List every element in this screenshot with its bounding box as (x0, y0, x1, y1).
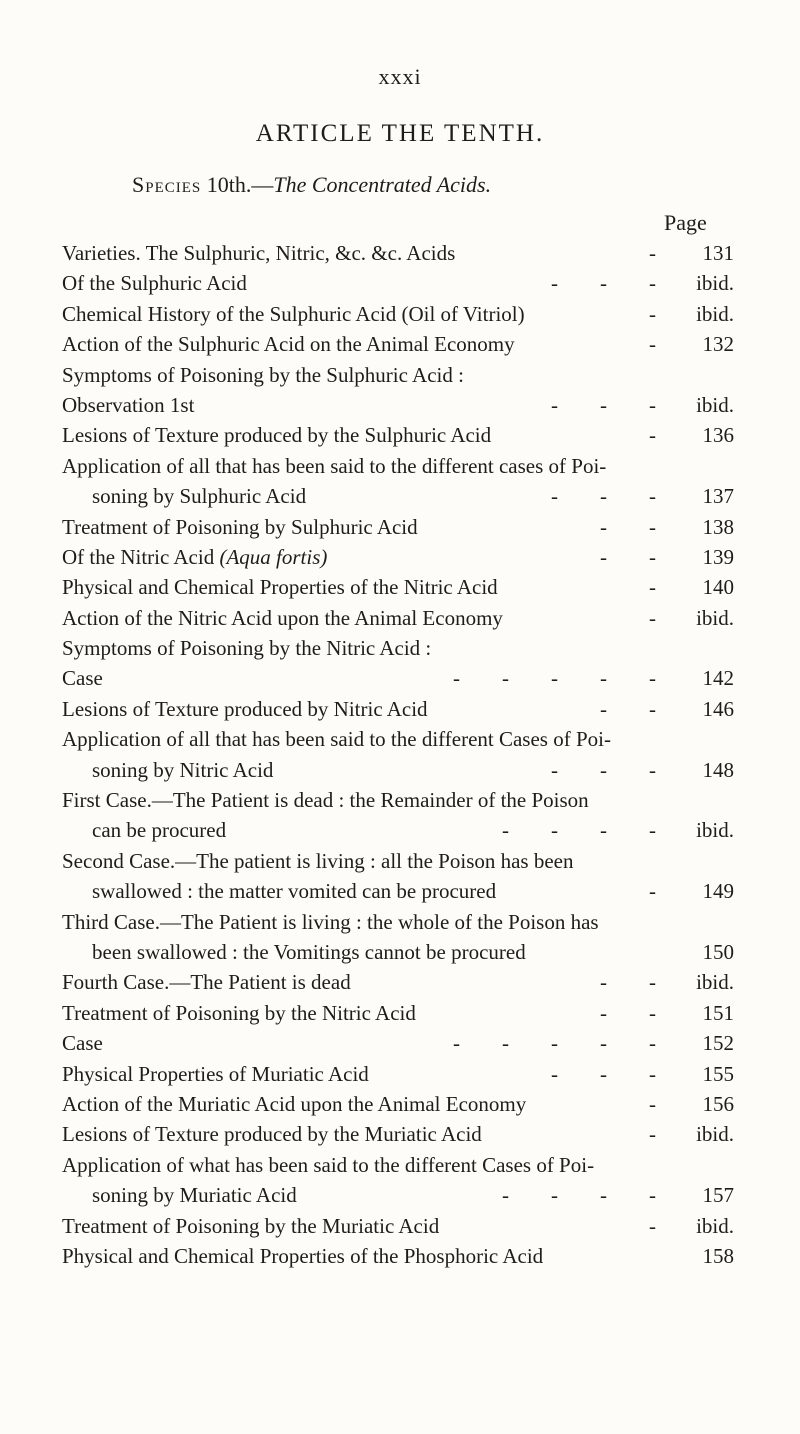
entry-text: can be procured (92, 818, 227, 843)
entry-leaders: - - (600, 970, 656, 995)
entry-text: Treatment of Poisoning by the Muriatic Acid (62, 1213, 440, 1238)
entry-leaders: - - (600, 544, 656, 569)
toc-entry (62, 998, 734, 1028)
entry-text: Lesions of Texture produced by Nitric Acid (62, 696, 428, 721)
entry-leaders: - - - (551, 484, 656, 509)
entry-page: 137 (702, 484, 734, 509)
toc-entry (62, 299, 734, 329)
entry-page: 148 (702, 757, 734, 782)
entry-leaders: - - - (551, 392, 656, 417)
entry-text: Physical and Chemical Properties of the Nitric Acid (62, 575, 498, 600)
entry-leaders: - - - - - (453, 666, 656, 691)
species-title: The Concentrated Acids. (273, 172, 492, 197)
entry-page: 158 (702, 1243, 734, 1268)
toc-entry (62, 694, 734, 724)
entry-leaders: - - - (551, 757, 656, 782)
entry-text: swallowed : the matter vomited can be procured (92, 879, 497, 904)
entry-text: Of the Sulphuric Acid (62, 271, 247, 296)
entry-page: ibid. (696, 392, 734, 417)
entry-text: First Case.—The Patient is dead : the Remainder of the Poison (62, 788, 589, 813)
species-number: 10th.— (201, 172, 274, 197)
toc-entry (62, 1119, 734, 1149)
entry-text: Action of the Muriatic Acid upon the Animal Economy (62, 1091, 527, 1116)
article-title: ARTICLE THE TENTH. (255, 120, 545, 147)
toc-entry (62, 420, 734, 450)
toc-entry (62, 329, 734, 359)
entry-leaders: - - (600, 514, 656, 539)
entry-text: Lesions of Texture produced by the Muriatic Acid (62, 1122, 482, 1147)
toc-entry (62, 937, 734, 967)
entry-text: Physical Properties of Muriatic Acid (62, 1061, 369, 1086)
toc-entry (62, 876, 734, 906)
table-of-contents (62, 238, 734, 1271)
entry-text: Observation 1st (62, 392, 195, 417)
entry-text: Action of the Sulphuric Acid on the Animal Economy (62, 332, 515, 357)
entry-page: 155 (702, 1061, 734, 1086)
page-column-heading: Page (664, 210, 707, 235)
entry-leaders: - (649, 332, 656, 357)
entry-leaders: - (649, 605, 656, 630)
entry-leaders: - - - (551, 1061, 656, 1086)
toc-entry (62, 542, 734, 572)
entry-page: 146 (702, 696, 734, 721)
entry-text: Application of all that has been said to the different Cases of Poi- (62, 727, 611, 752)
entry-text: Action of the Nitric Acid upon the Animal Economy (62, 605, 503, 630)
entry-text: soning by Nitric Acid (92, 757, 274, 782)
entry-page: ibid. (696, 605, 734, 630)
toc-entry (62, 785, 734, 815)
toc-entry (62, 755, 734, 785)
entry-page: ibid. (696, 970, 734, 995)
entry-leaders: - - - (551, 271, 656, 296)
toc-entry (62, 603, 734, 633)
entry-text: Symptoms of Poisoning by the Sulphuric Acid : (62, 362, 464, 387)
toc-entry (62, 268, 734, 298)
entry-italic-text: (Aqua fortis) (219, 544, 328, 569)
entry-text: Fourth Case.—The Patient is dead (62, 970, 351, 995)
entry-page: ibid. (696, 301, 734, 326)
entry-page: ibid. (696, 818, 734, 843)
toc-entry (62, 907, 734, 937)
entry-page: 132 (702, 332, 734, 357)
toc-entry (62, 846, 734, 876)
toc-entry (62, 1059, 734, 1089)
entry-page: 152 (702, 1031, 734, 1056)
entry-page: 149 (702, 879, 734, 904)
entry-text: Varieties. The Sulphuric, Nitric, &c. &c. Acids (62, 241, 456, 265)
toc-entry (62, 1211, 734, 1241)
toc-entry (62, 390, 734, 420)
entry-leaders: - - (600, 696, 656, 721)
entry-leaders: - - - - - (453, 1031, 656, 1056)
species-heading (132, 172, 491, 198)
entry-page: 150 (702, 939, 734, 964)
entry-page: 156 (702, 1091, 734, 1116)
toc-entry (62, 512, 734, 542)
entry-leaders: - (649, 1122, 656, 1147)
entry-leaders: - - - - (502, 1183, 656, 1208)
entry-page: 151 (702, 1000, 734, 1025)
entry-leaders: - - (600, 1000, 656, 1025)
toc-entry (62, 238, 734, 268)
toc-entry (62, 1150, 734, 1180)
toc-entry (62, 451, 734, 481)
entry-leaders: - - - - (502, 818, 656, 843)
entry-text: Application of what has been said to the different Cases of Poi- (62, 1152, 595, 1177)
toc-entry (62, 724, 734, 754)
species-lead: Species (132, 172, 202, 197)
entry-leaders: - (649, 575, 656, 600)
entry-page: 136 (702, 423, 734, 448)
entry-page: 139 (702, 544, 734, 569)
entry-leaders: - (649, 879, 656, 904)
entry-text: Of the Nitric Acid (62, 544, 220, 569)
entry-text: Symptoms of Poisoning by the Nitric Acid : (62, 636, 432, 661)
entry-text: Case (62, 1031, 103, 1056)
entry-page: 142 (702, 666, 734, 691)
toc-entry (62, 633, 734, 663)
toc-entry (62, 1028, 734, 1058)
toc-entry (62, 1241, 734, 1271)
entry-leaders: - (649, 1091, 656, 1116)
entry-page: 140 (702, 575, 734, 600)
toc-entry (62, 1180, 734, 1210)
entry-text: soning by Muriatic Acid (92, 1183, 297, 1208)
entry-text: Physical and Chemical Properties of the Phosphoric Acid (62, 1243, 544, 1268)
entry-leaders: - (649, 423, 656, 448)
toc-entry (62, 967, 734, 997)
toc-entry (62, 572, 734, 602)
toc-entry (62, 815, 734, 845)
toc-entry (62, 663, 734, 693)
entry-text: Application of all that has been said to the different cases of Poi- (62, 453, 607, 478)
entry-leaders: - (649, 301, 656, 326)
toc-entry (62, 481, 734, 511)
entry-text: Second Case.—The patient is living : all the Poison has been (62, 848, 574, 873)
toc-entry (62, 1089, 734, 1119)
entry-text: Lesions of Texture produced by the Sulphuric Acid (62, 423, 492, 448)
entry-page: 157 (702, 1183, 734, 1208)
entry-page: ibid. (696, 271, 734, 296)
entry-page: ibid. (696, 1213, 734, 1238)
entry-text: Case (62, 666, 103, 691)
entry-text: Treatment of Poisoning by the Nitric Acid (62, 1000, 416, 1025)
entry-text: soning by Sulphuric Acid (92, 484, 307, 509)
entry-page: 131 (702, 241, 734, 265)
entry-page: 138 (702, 514, 734, 539)
entry-text: Third Case.—The Patient is living : the whole of the Poison has (62, 909, 599, 934)
entry-text: Treatment of Poisoning by Sulphuric Acid (62, 514, 418, 539)
entry-page: ibid. (696, 1122, 734, 1147)
entry-leaders: - (649, 241, 656, 265)
entry-text: been swallowed : the Vomitings cannot be procured (92, 939, 526, 964)
toc-entry (62, 360, 734, 390)
entry-leaders: - (649, 1213, 656, 1238)
entry-text: Chemical History of the Sulphuric Acid (Oil of Vitriol) (62, 301, 525, 326)
page-number: xxxi (378, 64, 422, 89)
